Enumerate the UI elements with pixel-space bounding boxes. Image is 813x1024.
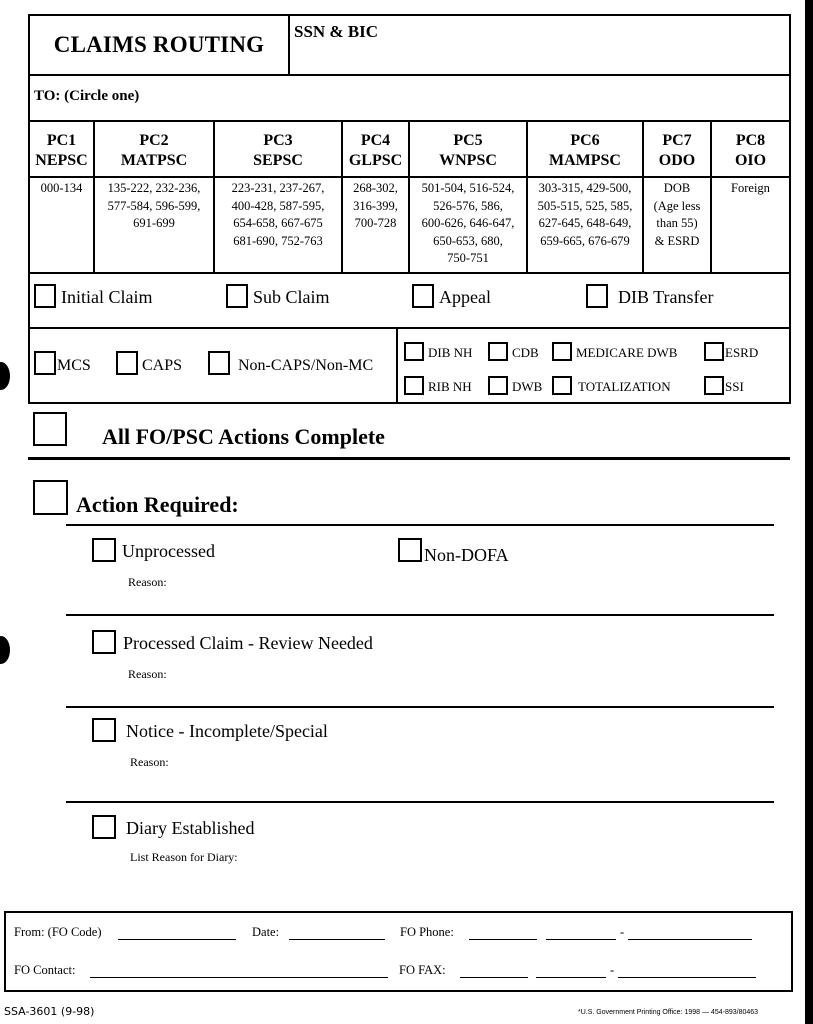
pc-code: PC2 <box>139 132 169 149</box>
option-label: Sub Claim <box>253 287 330 307</box>
phone-number-field[interactable] <box>628 939 752 940</box>
scan-edge <box>805 0 813 1024</box>
pc3-header[interactable] <box>215 126 341 176</box>
divider <box>396 327 398 402</box>
range-line: (Age less <box>653 198 701 213</box>
pc-code: PC3 <box>263 132 293 149</box>
appeal-checkbox[interactable] <box>412 284 434 308</box>
dib-nh-checkbox[interactable] <box>404 342 424 361</box>
all-complete-checkbox[interactable] <box>33 412 67 446</box>
totalization-option[interactable] <box>552 376 671 395</box>
pc4-ranges <box>343 180 408 233</box>
option-label: DIB NH <box>428 345 473 360</box>
fax-area-code-field[interactable] <box>460 977 528 978</box>
caps-option[interactable] <box>116 351 182 375</box>
initial-claim-checkbox[interactable] <box>34 284 56 308</box>
fax-dash: - <box>610 963 615 977</box>
range-line: 000-134 <box>40 181 83 195</box>
range-line: 505-515, 525, 585, <box>537 198 633 213</box>
range-line: 691-699 <box>133 216 175 230</box>
option-label: Initial Claim <box>61 287 153 307</box>
option-label: Diary Established <box>126 818 255 838</box>
ssi-checkbox[interactable] <box>704 376 724 395</box>
processed-review-reason-field[interactable] <box>180 664 770 700</box>
fo-fax-label: FO FAX: <box>399 963 446 977</box>
fo-contact-label: FO Contact: <box>14 963 76 977</box>
notice-option[interactable] <box>92 718 328 742</box>
pc6-header[interactable] <box>528 126 642 176</box>
printing-office-note: *U.S. Government Printing Office: 1998 — 454-893/80463 <box>578 1009 759 1016</box>
pc8-ranges <box>712 180 789 198</box>
notice-checkbox[interactable] <box>92 718 116 742</box>
range-line: 627-645, 648-649, <box>538 216 632 230</box>
fo-contact-field[interactable] <box>90 977 388 978</box>
dib-transfer-checkbox[interactable] <box>586 284 608 308</box>
divider <box>30 176 789 178</box>
date-field[interactable] <box>289 939 385 940</box>
non-caps-checkbox[interactable] <box>208 351 230 375</box>
pc7-header[interactable] <box>644 126 710 176</box>
pc6-ranges <box>528 180 642 250</box>
dwb-option[interactable] <box>488 376 542 395</box>
non-dofa-checkbox[interactable] <box>398 538 422 562</box>
pc7-ranges <box>644 180 710 250</box>
reason-label: Reason: <box>128 667 167 681</box>
pc-code: PC5 <box>453 132 483 149</box>
range-line: than 55) <box>656 216 698 230</box>
range-line: 268-302, <box>353 181 398 195</box>
pc3-ranges <box>215 180 341 250</box>
pc4-header[interactable] <box>343 126 408 176</box>
diary-reason-field[interactable] <box>262 846 772 896</box>
cdb-option[interactable] <box>488 342 539 361</box>
diary-option[interactable] <box>92 815 254 839</box>
pc-name: OIO <box>734 152 767 169</box>
range-line: 659-665, 676-679 <box>540 233 630 248</box>
date-label: Date: <box>252 925 280 939</box>
pc-name: ODO <box>658 152 696 169</box>
rib-nh-checkbox[interactable] <box>404 376 424 395</box>
range-line: 303-315, 429-500, <box>538 181 632 195</box>
pc-name: MATPSC <box>120 152 188 169</box>
dib-transfer-option[interactable] <box>586 284 714 308</box>
dib-nh-option[interactable] <box>404 342 472 361</box>
non-dofa-option[interactable] <box>398 538 509 565</box>
option-label: Non-DOFA <box>424 545 509 565</box>
divider <box>30 327 789 329</box>
initial-claim-option[interactable] <box>34 284 153 308</box>
ssi-option[interactable] <box>704 376 744 395</box>
mcs-option[interactable] <box>34 351 91 375</box>
divider <box>66 801 774 803</box>
option-label: MEDICARE DWB <box>576 345 678 360</box>
divider <box>30 74 789 76</box>
divider <box>28 457 790 460</box>
pc2-ranges <box>95 180 213 233</box>
phone-dash: - <box>620 925 625 939</box>
divider <box>66 524 774 526</box>
sub-claim-option[interactable] <box>226 284 330 308</box>
pc-name: GLPSC <box>348 152 403 169</box>
diary-checkbox[interactable] <box>92 815 116 839</box>
option-label: DWB <box>512 379 543 394</box>
pc-name: SEPSC <box>253 152 303 169</box>
pc-code: PC7 <box>662 132 692 149</box>
processed-review-option[interactable] <box>92 630 373 654</box>
punch-hole <box>0 636 10 664</box>
action-required-label: Action Required: <box>76 492 239 517</box>
mcs-checkbox[interactable] <box>34 351 56 375</box>
dwb-checkbox[interactable] <box>488 376 508 395</box>
esrd-checkbox[interactable] <box>704 342 724 361</box>
fo-phone-label: FO Phone: <box>400 925 454 939</box>
from-fo-code-field[interactable] <box>118 939 236 940</box>
range-line: 135-222, 232-236, <box>107 181 201 195</box>
fax-prefix-field[interactable] <box>536 977 606 978</box>
option-label: RIB NH <box>428 379 472 394</box>
option-label: Non-CAPS/Non-MC <box>238 357 374 374</box>
sub-claim-checkbox[interactable] <box>226 284 248 308</box>
reason-label: Reason: <box>130 755 169 769</box>
pc-name: NEPSC <box>35 152 88 169</box>
diary-reason-label: List Reason for Diary: <box>130 850 238 864</box>
ssn-bic-label: SSN & BIC <box>294 22 379 41</box>
to-label: TO: (Circle one) <box>34 88 140 104</box>
fax-number-field[interactable] <box>618 977 756 978</box>
option-label: SSI <box>725 379 744 394</box>
medicare-dwb-checkbox[interactable] <box>552 342 572 361</box>
option-label: TOTALIZATION <box>578 379 671 394</box>
pc1-header[interactable] <box>30 126 93 176</box>
all-complete-label: All FO/PSC Actions Complete <box>102 424 385 449</box>
range-line: 577-584, 596-599, <box>107 198 201 213</box>
cdb-checkbox[interactable] <box>488 342 508 361</box>
divider <box>288 16 290 74</box>
range-line: 223-231, 237-267, <box>231 181 325 195</box>
range-line: 501-504, 516-524, <box>421 181 515 195</box>
rib-nh-option[interactable] <box>404 376 472 395</box>
option-label: CDB <box>512 345 539 360</box>
pc-code: PC1 <box>46 132 77 149</box>
pc8-header[interactable] <box>712 126 789 176</box>
medicare-dwb-option[interactable] <box>552 342 677 361</box>
unprocessed-option[interactable] <box>92 538 215 562</box>
divider <box>66 706 774 708</box>
divider <box>66 614 774 616</box>
option-label: ESRD <box>725 345 759 360</box>
totalization-checkbox[interactable] <box>552 376 572 395</box>
appeal-option[interactable] <box>412 284 491 308</box>
unprocessed-checkbox[interactable] <box>92 538 116 562</box>
range-line: 681-690, 752-763 <box>233 233 323 248</box>
ssn-bic-field[interactable] <box>292 16 789 74</box>
range-line: 600-626, 646-647, <box>421 216 515 230</box>
phone-prefix-field[interactable] <box>546 939 616 940</box>
option-label: Appeal <box>439 287 491 307</box>
range-line: Foreign <box>731 181 770 195</box>
unprocessed-reason-field[interactable] <box>180 572 770 608</box>
reason-label: Reason: <box>128 575 167 589</box>
range-line: & ESRD <box>654 233 700 248</box>
pc1-ranges <box>30 180 93 198</box>
from-label: From: (FO Code) <box>14 925 102 939</box>
range-line: 750-751 <box>447 251 489 265</box>
pc2-header[interactable] <box>95 126 213 176</box>
option-label: Notice - Incomplete/Special <box>126 721 328 741</box>
option-label: Processed Claim - Review Needed <box>123 633 373 653</box>
range-line: 654-658, 667-675 <box>233 216 323 230</box>
caps-checkbox[interactable] <box>116 351 138 375</box>
phone-area-code-field[interactable] <box>469 939 537 940</box>
pc-code: PC4 <box>360 132 391 149</box>
option-label: Unprocessed <box>122 541 215 561</box>
range-line: 526-576, 586, <box>433 198 503 213</box>
action-required-checkbox[interactable] <box>33 480 68 515</box>
processed-review-checkbox[interactable] <box>92 630 116 654</box>
option-label: MCS <box>57 357 91 374</box>
pc-name: MAMPSC <box>549 152 621 169</box>
pc-name: WNPSC <box>439 152 497 169</box>
pc5-header[interactable] <box>410 126 526 176</box>
contact-box <box>4 911 793 992</box>
pc-code: PC8 <box>735 132 766 149</box>
punch-hole <box>0 362 10 390</box>
divider <box>30 272 789 274</box>
option-label: DIB Transfer <box>618 287 714 307</box>
range-line: 700-728 <box>354 216 397 230</box>
form-number: SSA-3601 (9-98) <box>4 1005 95 1018</box>
range-line: 400-428, 587-595, <box>231 198 325 213</box>
range-line: DOB <box>663 181 691 195</box>
range-line: 316-399, <box>353 198 398 213</box>
option-label: CAPS <box>142 357 183 374</box>
esrd-option[interactable] <box>704 342 758 361</box>
range-line: 650-653, 680, <box>433 233 503 248</box>
form-title: CLAIMS ROUTING <box>53 32 265 57</box>
notice-reason-field[interactable] <box>180 752 770 796</box>
non-caps-option[interactable] <box>208 351 373 375</box>
pc5-ranges <box>410 180 526 268</box>
pc-code: PC6 <box>570 132 600 149</box>
routing-box <box>28 14 791 404</box>
